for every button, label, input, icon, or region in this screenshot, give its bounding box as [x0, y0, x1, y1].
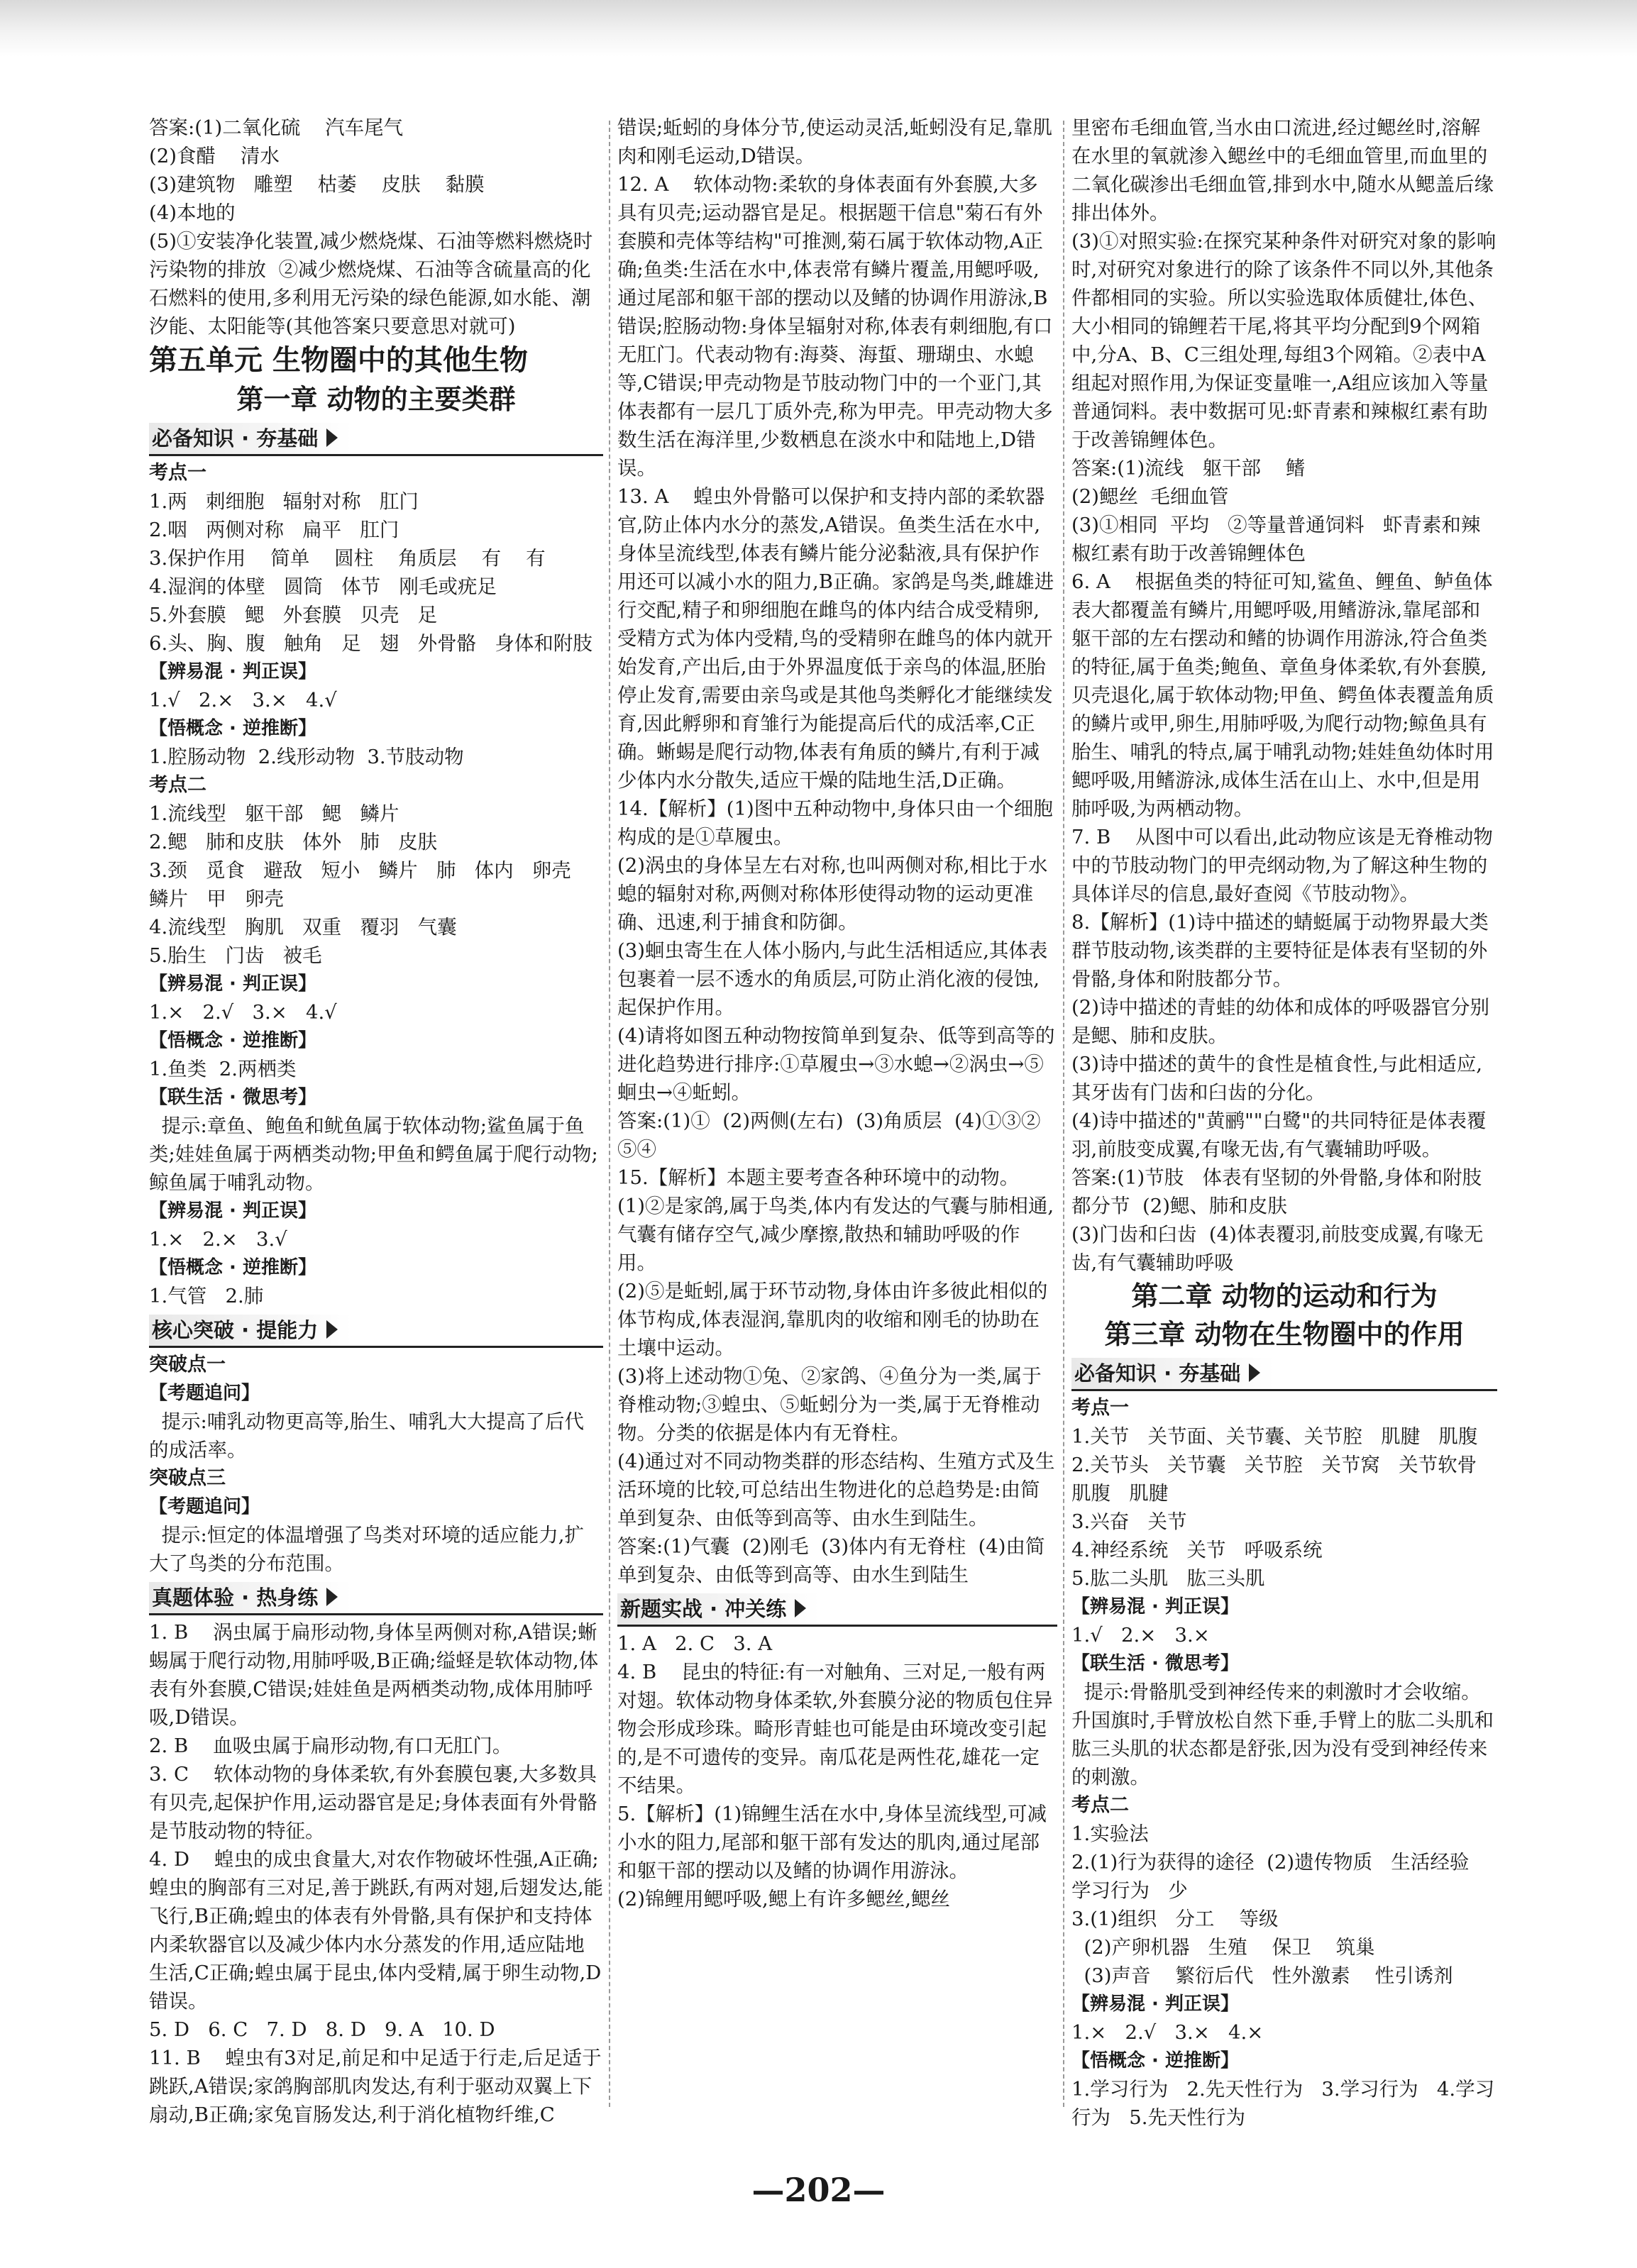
- answer-line: 错误;蚯蚓的身体分节,使运动灵活,蚯蚓没有足,靠肌肉和刚毛运动,D错误。: [617, 116, 1052, 167]
- answer-line: 5.【解析】(1)锦鲤生活在水中,身体呈流线型,可减小水的阻力,尾部和躯干部有发达的肌肉,通过尾部和躯干部的摆动以及鳍的协调作用游泳。: [617, 1803, 1047, 1882]
- answer-line: 1. B 涡虫属于扁形动物,身体呈两侧对称,A错误;蜥蜴属于爬行动物,用肺呼吸,B正确;缢蛏是软体动物,体表有外套膜,C错误;娃娃鱼是两栖类动物,成体用肺呼吸,D错误。: [149, 1621, 599, 1729]
- section-banner-label: 新题实战 · 冲关练: [617, 1593, 820, 1625]
- chevron-right-icon: [326, 428, 338, 447]
- unit-title: 第五单元 生物圈中的其他生物: [149, 343, 528, 377]
- answer-line: (2)涡虫的身体呈左右对称,也叫两侧对称,相比于水螅的辐射对称,两侧对称体形使得动物的运动更准确、迅速,利于捕食和防御。: [617, 854, 1048, 934]
- section-tag: 【悟概念 · 逆推断】: [149, 1030, 316, 1051]
- section-tag: 【辨易混 · 判正误】: [149, 973, 316, 995]
- answer-line: (3)①相同 平均 ②等量普通饲料 虾青素和辣椒红素有助于改善锦鲤体色: [1071, 514, 1481, 565]
- answer-line: 5. D 6. C 7. D 8. D 9. A 10. D: [149, 2018, 495, 2041]
- chevron-right-icon: [795, 1599, 806, 1617]
- answer-column-1: [149, 114, 603, 2129]
- answer-line: (3)门齿和臼齿 (4)体表覆羽,前肢变成翼,有喙无齿,有气囊辅助呼吸: [1071, 1223, 1484, 1274]
- column-divider-2: [1063, 121, 1064, 2107]
- answer-line: 12. A 软体动物:柔软的身体表面有外套膜,大多具有贝壳;运动器官是足。根据题干信息"菊石有外套膜和壳体等结构"可推测,菊石属于软体动物,A正确;鱼类:生活在水中,体表常有鳞片覆盖,用鳃呼吸,通过尾部和躯干部的摆动以及鳍的协调作用游泳,B错误;腔肠动物:身体呈辐射对称,体表有刺细胞,有口无肛门。代表动物有:海葵、海蜇、珊瑚虫、水螅等,C错误;甲壳动物是节肢动物门中的一个亚门,其体表都有一层几丁质外壳,称为甲壳。甲壳动物大多数生活在海洋里,少数栖息在淡水中和陆地上,D错误。: [617, 173, 1053, 480]
- answer-line: 2.鳃 肺和皮肤 体外 肺 皮肤: [149, 831, 438, 853]
- answer-line: 1.流线型 躯干部 鳃 鳞片: [149, 802, 399, 825]
- answer-line: 1.鱼类 2.两栖类: [149, 1058, 297, 1080]
- answer-line: 1.× 2.√ 3.× 4.×: [1071, 2021, 1264, 2044]
- answer-line: 3.颈 觅食 避敌 短小 鳞片 肺 体内 卵壳 鳞片 甲 卵壳: [149, 859, 590, 910]
- chapter-title: 第二章 动物的运动和行为: [1131, 1280, 1438, 1312]
- answer-line: (2)锦鲤用鳃呼吸,鳃上有许多鳃丝,鳃丝: [617, 1888, 950, 1910]
- answer-line: (4)通过对不同动物类群的形态结构、生殖方式及生活环境的比较,可总结出生物进化的总趋势是:由简单到复杂、由低等到高等、由水生到陆生。: [617, 1450, 1055, 1529]
- answer-line: 6. A 根据鱼类的特征可知,鲨鱼、鲤鱼、鲈鱼体表大都覆盖有鳞片,用鳃呼吸,用鳍游泳,靠尾部和躯干部的左右摆动和鳍的协调作用游泳,符合鱼类的特征,属于鱼类;鲍鱼、章鱼身体柔软,有外套膜,贝壳退化,属于软体动物;甲鱼、鳄鱼体表覆盖角质的鳞片或甲,卵生,用肺呼吸,为爬行动物;鲸鱼具有胎生、哺乳的特点,属于哺乳动物;娃娃鱼幼体时用鳃呼吸,用鳍游泳,成体生活在山上、水中,但是用肺呼吸,为两栖动物。: [1071, 570, 1494, 820]
- answer-column-2: [617, 114, 1057, 1913]
- section-banner-label: 真题体验 · 热身练: [149, 1582, 352, 1613]
- answer-column-3: [1071, 114, 1497, 2132]
- answer-line: 13. A 蝗虫外骨骼可以保护和支持内部的柔软器官,防止体内水分的蒸发,A错误。鱼类生活在水中,身体呈流线型,体表有鳞片能分泌黏液,具有保护作用还可以减小水的阻力,B正确。家鸽是鸟类,雌雄进行交配,精子和卵细胞在雌鸟的体内结合成受精卵,受精方式为体内受精,鸟的受精卵在雌鸟的体内就开始发育,产出后,由于外界温度低于亲鸟的体温,胚胎停止发育,需要由亲鸟或是其他鸟类孵化才能继续发育,因此孵卵和育雏行为能提高后代的成活率,C正确。蜥蜴是爬行动物,体表有角质的鳞片,有利于减少体内水分散失,适应干燥的陆地生活,D正确。: [617, 485, 1054, 792]
- subsection-heading: 突破点一: [149, 1354, 226, 1376]
- answer-line: 1.气管 2.肺: [149, 1285, 264, 1307]
- answer-line: 3.(1)组织 分工 等级: [1071, 1908, 1279, 1930]
- answer-line: 8.【解析】(1)诗中描述的蜻蜓属于动物界最大类群节肢动物,该类群的主要特征是体表有坚韧的外骨骼,身体和附肢都分节。: [1071, 911, 1489, 990]
- answer-line: (3)蛔虫寄生在人体小肠内,与此生活相适应,其体表包裹着一层不透水的角质层,可防止消化液的侵蚀,起保护作用。: [617, 939, 1048, 1019]
- answer-line: 1.× 2.× 3.√: [149, 1228, 287, 1251]
- answer-line: (4)本地的: [149, 201, 236, 224]
- answer-line: 4.流线型 胸肌 双重 覆羽 气囊: [149, 916, 457, 939]
- answer-line: (3)①对照实验:在探究某种条件对研究对象的影响时,对研究对象进行的除了该条件不同以外,其他条件都相同的实验。所以实验选取体质健壮,体色、大小相同的锦鲤若干尾,将其平均分配到9个网箱中,分A、B、C三组处理,每组3个网箱。②表中A组起对照作用,为保证变量唯一,A组应该加入等量普通饲料。表中数据可见:虾青素和辣椒红素有助于改善锦鲤体色。: [1071, 230, 1497, 451]
- answer-line: 5.外套膜 鳃 外套膜 贝壳 足: [149, 604, 438, 626]
- answer-line: 2. B 血吸虫属于扁形动物,有口无肛门。: [149, 1735, 512, 1757]
- answer-line: (3)将上述动物①兔、②家鸽、④鱼分为一类,属于脊椎动物;③蝗虫、⑤蚯蚓分为一类,属于无脊椎动物。分类的依据是体内有无脊柱。: [617, 1365, 1042, 1444]
- answer-line: 答案:(1)气囊 (2)刚毛 (3)体内有无脊柱 (4)由简单到复杂、由低等到高等、由水生到陆生: [617, 1535, 1045, 1586]
- answer-line: 答案:(1)① (2)两侧(左右) (3)角质层 (4)①③②⑤④: [617, 1110, 1041, 1161]
- section-banner: [617, 1593, 1057, 1627]
- section-banner: [149, 1315, 603, 1348]
- answer-line: 1.× 2.√ 3.× 4.√: [149, 1001, 337, 1024]
- answer-line: 答案:(1)节肢 体表有坚韧的外骨骼,身体和附肢都分节 (2)鳃、肺和皮肤: [1071, 1166, 1482, 1217]
- answer-line: 3.兴奋 关节: [1071, 1510, 1187, 1533]
- section-banner-label: 核心突破 · 提能力: [149, 1315, 352, 1346]
- answer-line: (2)产卵机器 生殖 保卫 筑巢: [1071, 1936, 1375, 1959]
- answer-line: 14.【解析】(1)图中五种动物中,身体只由一个细胞构成的是①草履虫。: [617, 797, 1053, 848]
- section-tag: 【悟概念 · 逆推断】: [149, 718, 316, 739]
- answer-line: (3)诗中描述的黄牛的食性是植食性,与此相适应,其牙齿有门齿和臼齿的分化。: [1071, 1053, 1482, 1104]
- answer-line: 7. B 从图中可以看出,此动物应该是无脊椎动物中的节肢动物门的甲壳纲动物,为了解这种生物的具体详尽的信息,最好查阅《节肢动物》。: [1071, 826, 1493, 905]
- answer-line: 1.两 刺细胞 辐射对称 肛门: [149, 490, 419, 513]
- answer-line: 1.实验法: [1071, 1822, 1149, 1845]
- section-banner: [149, 1582, 603, 1615]
- answer-line: (3)声音 繁衍后代 性外激素 性引诱剂: [1071, 1964, 1453, 1987]
- column-divider-1: [609, 121, 610, 2107]
- chapter-title: 第一章 动物的主要类群: [236, 383, 516, 415]
- answer-line: 2.关节头 关节囊 关节腔 关节窝 关节软骨 肌腹 肌腱: [1071, 1454, 1496, 1505]
- answer-line: 3. C 软体动物的身体柔软,有外套膜包裹,大多数具有贝壳,起保护作用,运动器官是足;身体表面有外骨骼是节肢动物的特征。: [149, 1763, 597, 1842]
- answer-line: 提示:恒定的体温增强了鸟类对环境的适应能力,扩大了鸟类的分布范围。: [149, 1524, 584, 1575]
- section-banner-label: 必备知识 · 夯基础: [149, 423, 352, 454]
- answer-line: 1.√ 2.× 3.×: [1071, 1624, 1210, 1647]
- answer-line: (2)鳃丝 毛细血管: [1071, 485, 1229, 508]
- section-tag: 【联生活 · 微思考】: [1071, 1653, 1239, 1674]
- chevron-right-icon: [1249, 1363, 1260, 1382]
- section-banner: [149, 423, 603, 456]
- answer-line: 提示:哺乳动物更高等,胎生、哺乳大大提高了后代的成活率。: [149, 1410, 584, 1461]
- answer-line: (2)⑤是蚯蚓,属于环节动物,身体由许多彼此相似的体节构成,体表湿润,靠肌肉的收缩和刚毛的协助在土壤中运动。: [617, 1280, 1048, 1359]
- answer-line: 5.肱二头肌 肱三头肌: [1071, 1567, 1265, 1590]
- answer-line: (4)诗中描述的"黄鹂""白鹭"的共同特征是体表覆羽,前肢变成翼,有喙无齿,有气囊辅助呼吸。: [1071, 1110, 1487, 1161]
- section-tag: 【辨易混 · 判正误】: [1071, 1993, 1239, 2015]
- answer-line: (3)建筑物 雕塑 枯萎 皮肤 黏膜: [149, 173, 485, 196]
- answer-line: 2.(1)行为获得的途径 (2)遗传物质 生活经验 学习行为 少: [1071, 1851, 1488, 1902]
- section-tag: 【考题追问】: [149, 1383, 260, 1404]
- answer-line: 4.湿润的体壁 圆筒 体节 刚毛或疣足: [149, 575, 497, 598]
- answer-line: (1)②是家鸽,属于鸟类,体内有发达的气囊与肺相通,气囊有储存空气,减少摩擦,散热和辅助呼吸的作用。: [617, 1195, 1054, 1274]
- answer-line: 里密布毛细血管,当水由口流进,经过鳃丝时,溶解在水里的氧就渗入鳃丝中的毛细血管里,而血里的二氧化碳渗出毛细血管,排到水中,随水从鳃盖后缘排出体外。: [1071, 116, 1494, 224]
- section-tag: 【悟概念 · 逆推断】: [149, 1257, 316, 1278]
- answer-line: 1.腔肠动物 2.线形动物 3.节肢动物: [149, 746, 464, 768]
- answer-line: 5.胎生 门齿 被毛: [149, 944, 322, 967]
- subsection-heading: 考点二: [149, 774, 206, 796]
- answer-line: (5)①安装净化装置,减少燃烧煤、石油等燃料燃烧时污染物的排放 ②减少燃烧煤、石油等含硫量高的化石燃料的使用,多利用无污染的绿色能源,如水能、潮汐能、太阳能等(其他答案只要意思对就可): [149, 230, 593, 338]
- answer-line: 提示:骨骼肌受到神经传来的刺激时才会收缩。升国旗时,手臂放松自然下垂,手臂上的肱二头肌和肱三头肌的状态都是舒张,因为没有受到神经传来的刺激。: [1071, 1681, 1494, 1788]
- section-tag: 【悟概念 · 逆推断】: [1071, 2050, 1239, 2071]
- section-tag: 【考题追问】: [149, 1496, 260, 1517]
- answer-line: 答案:(1)流线 躯干部 鳍: [1071, 457, 1306, 480]
- answer-line: (4)请将如图五种动物按简单到复杂、低等到高等的进化趋势进行排序:①草履虫→③水螅→②涡虫→⑤蛔虫→④蚯蚓。: [617, 1024, 1055, 1104]
- answer-line: 2.咽 两侧对称 扁平 肛门: [149, 519, 399, 541]
- answer-line: 4. B 昆虫的特征:有一对触角、三对足,一般有两对翅。软体动物身体柔软,外套膜分泌的物质包住异物会形成珍珠。畸形青蛙也可能是由环境改变引起的,是不可遗传的变异。南瓜花是两性花,雄花一定不结果。: [617, 1661, 1053, 1797]
- section-tag: 【辨易混 · 判正误】: [149, 661, 316, 682]
- page-number: —202—: [751, 2171, 886, 2209]
- chevron-right-icon: [326, 1320, 338, 1339]
- answer-line: 4. D 蝗虫的成虫食量大,对农作物破坏性强,A正确;蝗虫的胸部有三对足,善于跳跃,有两对翅,后翅发达,能飞行,B正确;蝗虫的体表有外骨骼,具有保护和支持体内柔软器官以及减少体内水分蒸发的作用,适应陆地生活,C正确;蝗虫属于昆虫,体内受精,属于卵生动物,D错误。: [149, 1848, 603, 2013]
- section-tag: 【联生活 · 微思考】: [149, 1087, 316, 1108]
- subsection-heading: 考点一: [149, 462, 206, 484]
- chapter-title: 第三章 动物在生物圈中的作用: [1104, 1318, 1465, 1350]
- section-tag: 【辨易混 · 判正误】: [149, 1200, 316, 1222]
- answer-line: 3.保护作用 简单 圆柱 角质层 有 有: [149, 547, 546, 570]
- answer-line: 1.√ 2.× 3.× 4.√: [149, 689, 337, 712]
- chevron-right-icon: [326, 1588, 338, 1606]
- section-banner: [1071, 1358, 1497, 1391]
- answer-line: 提示:章鱼、鲍鱼和鱿鱼属于软体动物;鲨鱼属于鱼类;娃娃鱼属于两栖类动物;甲鱼和鳄鱼属于爬行动物;鲸鱼属于哺乳动物。: [149, 1114, 598, 1194]
- subsection-heading: 考点一: [1071, 1397, 1129, 1419]
- answer-line: 6.头、胸、腹 触角 足 翅 外骨骼 身体和附肢: [149, 632, 592, 655]
- scan-top-shadow: [0, 0, 1637, 57]
- answer-line: 1. A 2. C 3. A: [617, 1632, 773, 1655]
- answer-line: 答案:(1)二氧化硫 汽车尾气: [149, 116, 404, 139]
- answer-line: 1.学习行为 2.先天性行为 3.学习行为 4.学习行为 5.先天性行为: [1071, 2078, 1495, 2129]
- answer-line: (2)诗中描述的青蛙的幼体和成体的呼吸器官分别是鳃、肺和皮肤。: [1071, 996, 1489, 1047]
- section-tag: 【辨易混 · 判正误】: [1071, 1596, 1239, 1617]
- subsection-heading: 突破点三: [149, 1467, 226, 1489]
- answer-line: 1.关节 关节面、关节囊、关节腔 肌腱 肌腹: [1071, 1425, 1478, 1448]
- answer-line: (2)食醋 清水: [149, 145, 280, 167]
- answer-line: 15.【解析】本题主要考查各种环境中的动物。: [617, 1166, 1020, 1189]
- section-banner-label: 必备知识 · 夯基础: [1071, 1358, 1274, 1389]
- answer-line: 4.神经系统 关节 呼吸系统: [1071, 1539, 1323, 1561]
- answer-line: 11. B 蝗虫有3对足,前足和中足适于行走,后足适于跳跃,A错误;家鸽胸部肌肉发达,有利于驱动双翼上下扇动,B正确;家兔盲肠发达,利于消化植物纤维,C: [149, 2047, 602, 2126]
- subsection-heading: 考点二: [1071, 1794, 1129, 1816]
